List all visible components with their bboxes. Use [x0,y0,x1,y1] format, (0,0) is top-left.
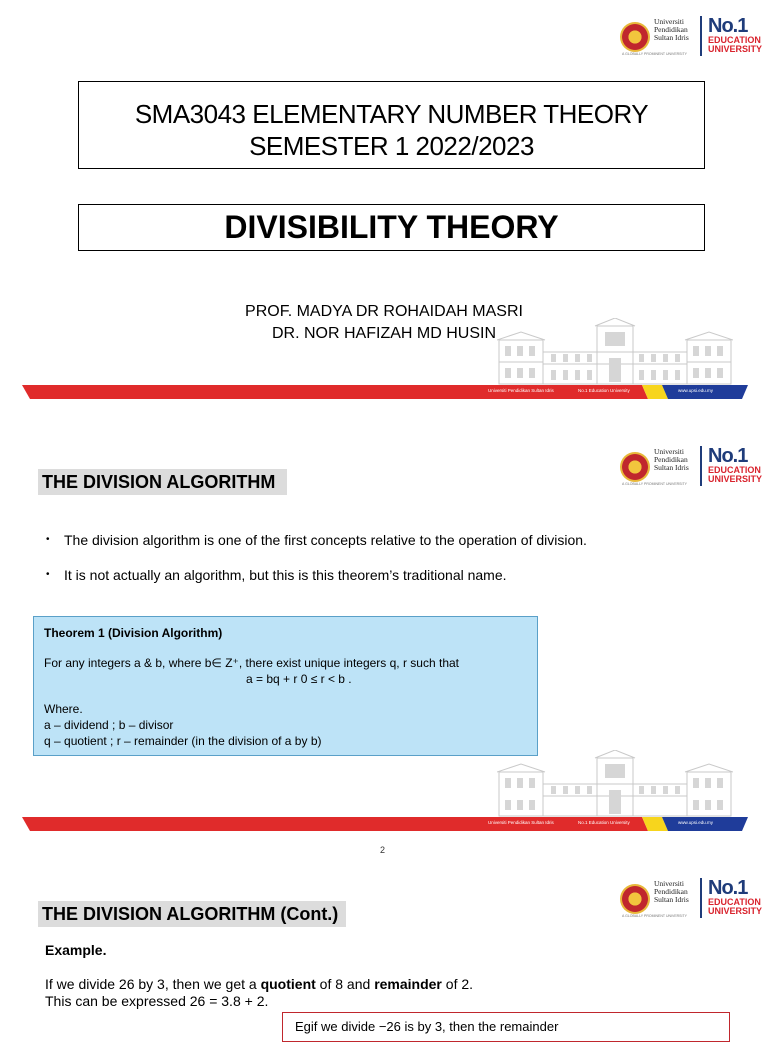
university-name: Universiti Pendidikan Sultan Idris [654,447,689,472]
building-illustration [497,318,733,386]
remainder-term: remainder [374,976,442,992]
footer-university-text: Universiti Pendidikan Sultan Idris [488,388,554,393]
footer-no1-text: No.1 Education University [578,820,630,825]
bullet-item [46,531,587,549]
university-seal-icon [620,452,650,482]
example-line1-pre: If we divide 26 by 3, then we get a [45,976,261,992]
logo-divider [700,878,702,918]
quotient-term: quotient [260,976,316,992]
logo-divider [700,446,702,486]
bullet-text: The division algorithm is one of the first concepts relative to the operation of division. [64,532,587,548]
course-title-line2: SEMESTER 1 2022/2023 [249,131,534,161]
example-line1 [45,976,473,993]
topic-title-box [78,204,705,251]
footer-url: www.upsi.edu.my [678,820,714,825]
university-name: Universiti Pendidikan Sultan Idris [654,17,689,42]
footer-band [22,817,748,831]
section-title: THE DIVISION ALGORITHM (Cont.) [38,901,346,927]
university-tagline: A GLOBALLY PROMINENT UNIVERSITY [622,482,687,486]
no1-subtitle: EDUCATION UNIVERSITY [708,35,763,54]
university-seal-icon [620,22,650,52]
theorem-equation: a = bq + r 0 ≤ r < b . [246,672,352,686]
university-seal-icon [620,884,650,914]
section-title: THE DIVISION ALGORITHM [38,469,287,495]
note-box [282,1012,730,1042]
theorem-where: Where. [44,702,83,716]
topic-title: DIVISIBILITY THEORY [224,209,559,245]
theorem-heading: Theorem 1 (Division Algorithm) [44,626,223,640]
building-illustration [497,750,733,818]
university-logo [620,15,763,62]
footer-university-text: Universiti Pendidikan Sultan Idris [488,820,554,825]
course-title-box [78,81,705,169]
bullet-item [46,566,507,584]
bullet-icon: • [46,534,50,545]
bullet-text: It is not actually an algorithm, but this is this theorem’s traditional name. [64,567,507,583]
footer-no1-text: No.1 Education University [578,388,630,393]
example-label: Example. [45,942,107,958]
author-1: PROF. MADYA DR ROHAIDAH MASRI [245,303,523,320]
university-tagline: A GLOBALLY PROMINENT UNIVERSITY [622,52,687,56]
university-logo [620,877,763,924]
footer-url: www.upsi.edu.my [678,388,714,393]
author-2: DR. NOR HAFIZAH MD HUSIN [272,325,496,342]
example-line2: This can be expressed 26 = 3.8 + 2. [45,993,269,1009]
note-text: Egif we divide −26 is by 3, then the remainder [295,1019,559,1034]
theorem-line5: q – quotient ; r – remainder (in the division of a by b) [44,734,322,748]
no1-logo: No.1 [708,877,748,899]
no1-logo: No.1 [708,15,748,37]
footer-band [22,385,748,399]
no1-subtitle: EDUCATION UNIVERSITY [708,897,763,916]
example-line1-post: of 2. [441,976,474,992]
theorem-line4: a – dividend ; b – divisor [44,718,174,732]
example-line1-mid: of 8 and [315,976,375,992]
no1-subtitle: EDUCATION UNIVERSITY [708,465,763,484]
bullet-icon: • [46,569,50,580]
university-tagline: A GLOBALLY PROMINENT UNIVERSITY [622,914,687,918]
page-number: 2 [380,845,386,855]
theorem-box [33,616,538,756]
theorem-line1: For any integers a & b, where b∈ Z⁺, there exist unique integers q, r such that [44,656,459,670]
university-name: Universiti Pendidikan Sultan Idris [654,879,689,904]
logo-divider [700,16,702,56]
university-logo [620,445,763,492]
course-title-line1: SMA3043 ELEMENTARY NUMBER THEORY [134,99,649,129]
no1-logo: No.1 [708,445,748,467]
